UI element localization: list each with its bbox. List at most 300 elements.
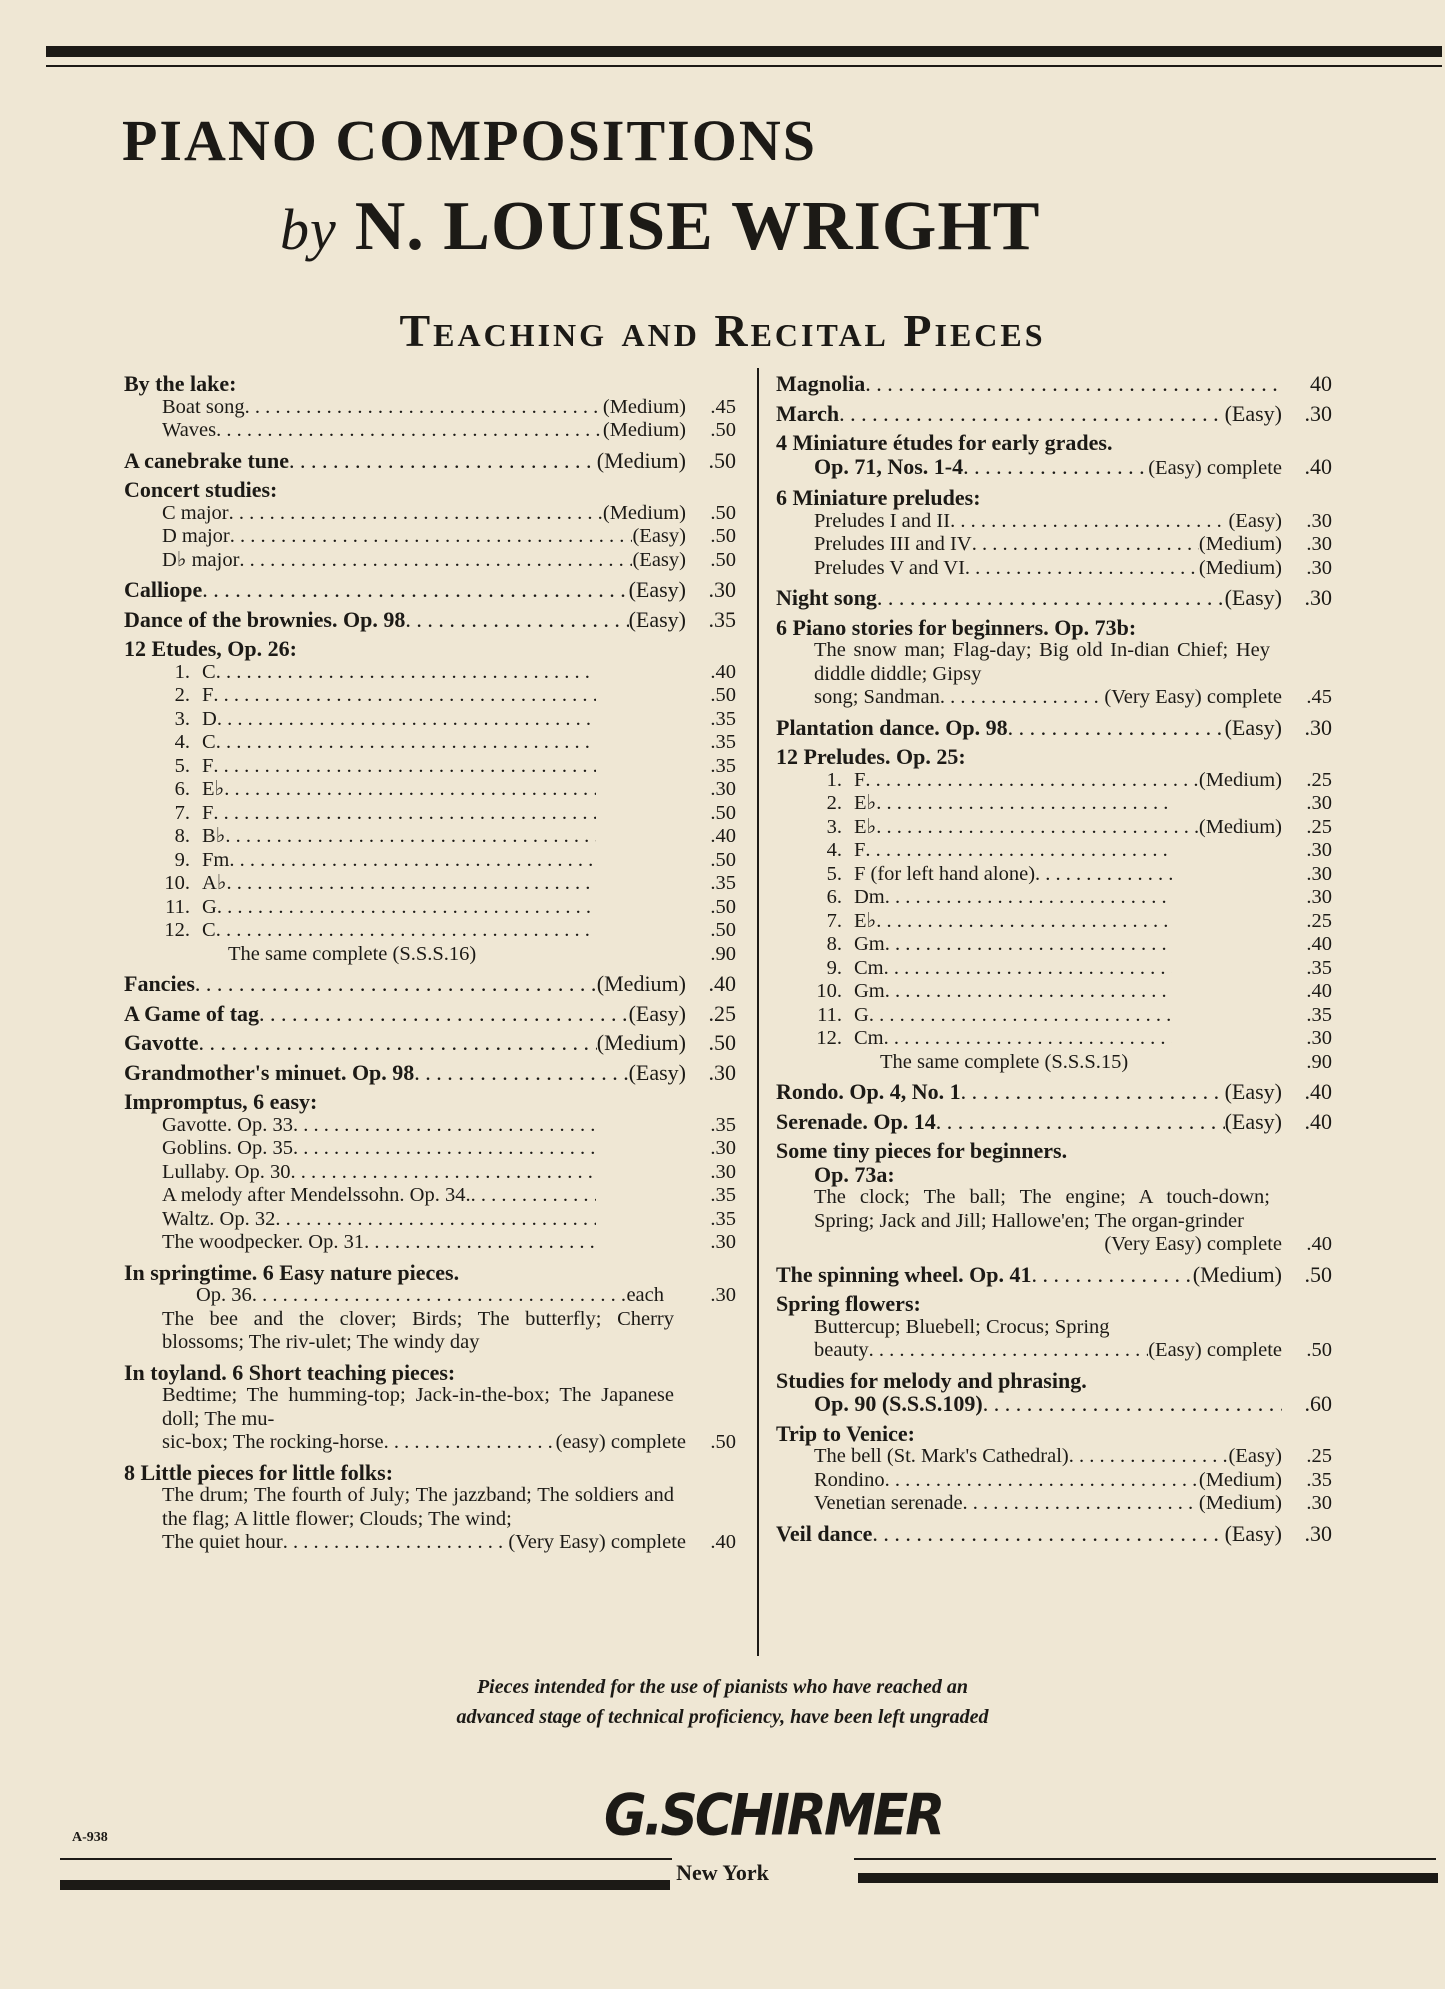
entry-title: A Game of tag: [124, 1000, 260, 1026]
entry-title: Gm: [854, 933, 885, 955]
entry-line: [776, 910, 1332, 934]
leader-dots: [239, 549, 632, 573]
entry-line: [124, 608, 736, 632]
difficulty-grade: (Very Easy) complete: [1104, 1233, 1282, 1255]
entry-line: [776, 933, 1332, 957]
difficulty-grade: (Easy): [628, 1000, 686, 1026]
catalog-entry: [124, 1261, 736, 1355]
entry-title: Gm: [854, 980, 885, 1002]
price: .50: [710, 501, 736, 524]
leader-dots: [224, 778, 596, 802]
entry-title: Goblins. Op. 35: [162, 1137, 293, 1159]
entry-title: D major: [162, 525, 230, 547]
catalog-entry: [776, 616, 1332, 710]
catalog-entry: [124, 478, 736, 572]
entry-title: 12 Preludes. Op. 25:: [776, 744, 966, 769]
leader-dots: [940, 686, 1105, 710]
item-number: 4.: [826, 839, 842, 861]
catalog-entry: [776, 716, 1332, 740]
leader-dots: [216, 731, 596, 755]
price: .45: [1306, 686, 1332, 708]
entry-title: F: [854, 839, 866, 861]
top-rule-thick: [46, 46, 1442, 57]
page-title: PIANO COMPOSITIONS: [122, 108, 818, 173]
entry-line: [124, 1161, 736, 1185]
entry-line: [124, 1002, 736, 1026]
entry-line: [776, 510, 1332, 534]
entry-title: Gavotte: [124, 1030, 199, 1055]
price: .45: [710, 395, 736, 418]
catalog-entry: [124, 637, 736, 966]
entry-line: [776, 616, 1332, 640]
entry-line: [124, 1184, 736, 1208]
entry-description: Buttercup; Bluebell; Crocus; Spring: [814, 1315, 1110, 1338]
item-number: 2.: [826, 792, 842, 814]
entry-line: [776, 1369, 1332, 1393]
grading-note-line-2: advanced stage of technical proficiency, have been left ungraded: [456, 1706, 989, 1728]
entry-line: [124, 396, 736, 420]
difficulty-grade: (Easy) complete: [1148, 456, 1282, 479]
price: .30: [1304, 400, 1332, 426]
leader-dots: [885, 933, 1172, 957]
item-number: 3.: [174, 707, 190, 730]
item-number: 8.: [174, 825, 190, 847]
entry-line: [776, 1163, 1332, 1187]
price: .50: [710, 801, 736, 824]
entry-line: [124, 1361, 736, 1385]
entry-title: 4 Miniature études for early grades.: [776, 430, 1113, 455]
entry-title: D♭ major: [162, 548, 240, 571]
entry-line: [124, 525, 736, 549]
difficulty-grade: (Easy): [1224, 1520, 1282, 1546]
leader-dots: [216, 419, 603, 443]
entry-title: Fancies: [124, 971, 195, 996]
entry-title: Grandmother's minuet. Op. 98: [124, 1059, 415, 1085]
entry-title: song; Sandman: [814, 686, 940, 708]
price: .35: [710, 707, 736, 730]
catalog-entry: [776, 1110, 1332, 1134]
entry-line: [124, 896, 736, 920]
leader-dots: [364, 1231, 596, 1255]
entry-title: 8 Little pieces for little folks:: [124, 1459, 394, 1485]
leader-dots: [1035, 863, 1172, 887]
difficulty-grade: (Medium): [1198, 815, 1282, 838]
entry-title: F (for left hand alone): [854, 862, 1036, 885]
price: .30: [1306, 886, 1332, 908]
catalog-entry: [776, 1263, 1332, 1287]
price: .30: [1306, 1492, 1332, 1514]
price: .90: [710, 942, 736, 965]
entry-title: By the lake:: [124, 371, 237, 396]
entry-title: A♭: [202, 872, 227, 894]
entry-title: E♭: [854, 909, 877, 932]
entry-title: Venetian serenade: [814, 1492, 963, 1514]
entry-line: [776, 769, 1332, 793]
composer-name: N. LOUISE WRIGHT: [354, 188, 1041, 265]
price: .25: [1306, 768, 1332, 791]
entry-line: [124, 731, 736, 755]
price: .35: [710, 1113, 736, 1136]
entry-title: Veil dance: [776, 1520, 873, 1546]
entry-title: beauty: [814, 1339, 869, 1361]
entry-line: [124, 449, 736, 473]
entry-line: [124, 1137, 736, 1161]
price: .40: [1306, 1233, 1332, 1255]
price: .90: [1306, 1050, 1332, 1073]
leader-dots: [1069, 1445, 1229, 1469]
leader-dots: [876, 816, 1199, 840]
by-label: by: [280, 197, 337, 262]
right-column: [776, 372, 1332, 1551]
price: .30: [710, 1284, 736, 1306]
entry-line: [776, 372, 1332, 396]
catalog-entry: [776, 745, 1332, 1074]
entry-title: A canebrake tune: [124, 447, 289, 473]
entry-line: [776, 745, 1332, 769]
difficulty-grade: (Easy): [628, 606, 686, 632]
price: .40: [1304, 453, 1332, 479]
entry-line: [776, 431, 1332, 455]
item-number: 10.: [816, 980, 842, 1002]
difficulty-grade: (Easy): [1224, 714, 1282, 740]
price: .35: [710, 731, 736, 753]
leader-dots: [877, 586, 1225, 610]
price: .30: [708, 1059, 736, 1085]
entry-title: Preludes III and IV: [814, 533, 972, 555]
entry-title: Boat song: [162, 395, 245, 418]
leader-dots: [1032, 1263, 1193, 1287]
catalog-entry: [776, 1522, 1332, 1546]
entry-line: [124, 419, 736, 443]
item-number: 8.: [826, 933, 842, 955]
entry-line: [776, 1004, 1332, 1028]
entry-line: [776, 1110, 1332, 1134]
entry-line: [124, 943, 736, 967]
price: .40: [710, 660, 736, 683]
price: .50: [710, 1431, 736, 1453]
entry-line: [124, 1061, 736, 1085]
price: .25: [1306, 1445, 1332, 1467]
leader-dots: [213, 755, 596, 779]
price: .40: [708, 971, 736, 996]
entry-title: Rondino: [814, 1468, 885, 1491]
price: .30: [710, 1231, 736, 1253]
entry-line: [124, 872, 736, 896]
entry-title: In toyland. 6 Short teaching pieces:: [124, 1359, 456, 1385]
entry-line: [776, 1445, 1332, 1469]
leader-dots: [885, 886, 1172, 910]
entry-line: [124, 972, 736, 996]
difficulty-grade: (Easy): [632, 548, 686, 571]
catalog-entry: [124, 972, 736, 996]
price: .40: [1304, 1108, 1332, 1134]
entry-line: [124, 578, 736, 602]
entry-line: [776, 686, 1332, 710]
entry-line: [776, 1339, 1332, 1363]
item-number: 2.: [174, 684, 190, 706]
leader-dots: [1008, 716, 1225, 740]
entry-line: [124, 1461, 736, 1485]
entry-line: [776, 1263, 1332, 1287]
entry-description: The drum; The fourth of July; The jazzband; The soldiers and the flag; A little flower; Clouds; The wind;: [162, 1484, 674, 1530]
leader-dots: [275, 1208, 596, 1232]
leader-dots: [216, 661, 596, 685]
entry-title: D: [202, 707, 217, 730]
entry-description: The clock; The ball; The engine; A touch-down; Spring; Jack and Jill; Hallowe'en; The organ-grinder: [814, 1186, 1270, 1232]
difficulty-grade: (easy) complete: [555, 1431, 686, 1453]
price: .30: [1306, 792, 1332, 814]
catalog-entry: [124, 449, 736, 473]
entry-title: E♭: [202, 778, 225, 800]
leader-dots: [869, 1339, 1149, 1363]
leader-dots: [972, 533, 1199, 557]
entry-title: March: [776, 400, 840, 426]
item-number: 9.: [826, 956, 842, 979]
entry-line: [124, 1114, 736, 1138]
item-number: 3.: [826, 815, 842, 838]
price: .30: [710, 1137, 736, 1159]
entry-title: G: [202, 895, 217, 918]
entry-line: [776, 1422, 1332, 1446]
price: .30: [1306, 556, 1332, 579]
catalog-entry: [124, 1031, 736, 1055]
column-divider: [757, 368, 759, 1656]
price: .50: [710, 548, 736, 571]
item-number: 5.: [826, 862, 842, 885]
price: .35: [710, 872, 736, 894]
entry-title: F: [202, 684, 214, 706]
price: .40: [1306, 980, 1332, 1002]
entry-description: The snow man; Flag-day; Big old In-dian Chief; Hey diddle diddle; Gipsy: [814, 639, 1270, 685]
entry-line: [124, 478, 736, 502]
difficulty-grade: (Very Easy) complete: [508, 1531, 686, 1553]
leader-dots: [414, 1061, 628, 1085]
price: .50: [710, 419, 736, 441]
leader-dots: [885, 980, 1172, 1004]
entry-line: [776, 716, 1332, 740]
catalog-entry: [124, 1090, 736, 1255]
difficulty-grade: (Easy): [1228, 509, 1282, 532]
catalog-entry: [776, 1139, 1332, 1257]
entry-title: Studies for melody and phrasing.: [776, 1367, 1087, 1393]
entry-title: C: [202, 660, 216, 683]
leader-dots: [225, 825, 596, 849]
catalog-entry: [124, 1002, 736, 1026]
leader-dots: [983, 1392, 1282, 1416]
item-number: 4.: [174, 731, 190, 753]
catalog-entry: [124, 1461, 736, 1555]
top-rule-thin: [46, 65, 1442, 67]
entry-line: [776, 486, 1332, 510]
entry-line: [124, 661, 736, 685]
entry-title: The quiet hour: [162, 1531, 283, 1553]
entry-title: A melody after Mendelssohn. Op. 34.: [162, 1184, 471, 1206]
leader-dots: [865, 839, 1172, 863]
item-number: 1.: [826, 768, 842, 791]
leader-dots: [839, 402, 1224, 426]
entry-title: Gavotte. Op. 33: [162, 1113, 293, 1136]
entry-title: Concert studies:: [124, 477, 278, 502]
entry-line: [776, 792, 1332, 816]
leader-dots: [259, 1002, 629, 1026]
entry-line: [124, 1261, 736, 1285]
catalog-entry: [776, 1080, 1332, 1104]
price: .30: [1304, 585, 1332, 610]
entry-title: Dm: [854, 886, 885, 908]
entry-line: [776, 1522, 1332, 1546]
leader-dots: [229, 849, 596, 873]
price: .30: [1306, 533, 1332, 555]
entry-title: Waves: [162, 419, 217, 441]
entry-title: Waltz. Op. 32: [162, 1207, 276, 1230]
leader-dots: [213, 802, 596, 826]
entry-title: Night song: [776, 585, 877, 610]
leader-dots: [293, 1114, 596, 1138]
entry-title: Op. 90 (S.S.S.109): [814, 1391, 983, 1416]
entry-line: [776, 402, 1332, 426]
price: .25: [1306, 909, 1332, 932]
entry-line: [124, 372, 736, 396]
price: .40: [710, 1531, 736, 1553]
difficulty-grade: (Medium): [596, 971, 686, 996]
item-number: 5.: [174, 754, 190, 777]
price: .30: [710, 1160, 736, 1183]
entry-title: Rondo. Op. 4, No. 1: [776, 1079, 961, 1104]
entry-line: [776, 1392, 1332, 1416]
entry-line: [776, 886, 1332, 910]
difficulty-grade: (Easy): [1224, 585, 1282, 610]
leader-dots: [195, 972, 597, 996]
entry-line: [124, 1031, 736, 1055]
entry-title: Magnolia: [776, 371, 866, 396]
entry-title: C: [202, 731, 216, 753]
price: .35: [1306, 1468, 1332, 1491]
entry-description: Bedtime; The humming-top; Jack-in-the-box; The Japanese doll; The mu-: [162, 1384, 674, 1430]
entry-line: [124, 1231, 736, 1255]
leader-dots: [252, 1284, 627, 1308]
item-number: 12.: [164, 919, 190, 941]
difficulty-grade: (Easy) complete: [1148, 1339, 1282, 1361]
entry-title: Op. 71, Nos. 1-4: [814, 453, 964, 479]
entry-title: 6 Miniature preludes:: [776, 485, 981, 510]
item-number: 11.: [165, 895, 190, 918]
entry-title: E♭: [854, 792, 877, 814]
entry-title: Cm: [854, 1027, 884, 1049]
entry-title: 6 Piano stories for beginners. Op. 73b:: [776, 614, 1137, 640]
leader-dots: [876, 910, 1172, 934]
entry-title: The woodpecker. Op. 31: [162, 1231, 365, 1253]
difficulty-grade: (Medium): [1198, 556, 1282, 579]
price: .50: [710, 895, 736, 918]
catalog-entry: [124, 1061, 736, 1085]
entry-line: [124, 1284, 736, 1308]
composer-line: [280, 188, 1041, 265]
price: .35: [710, 1184, 736, 1206]
left-column: [124, 372, 736, 1561]
entry-line: [124, 502, 736, 526]
leader-dots: [245, 396, 603, 420]
entry-line: [776, 586, 1332, 610]
catalog-entry: [776, 402, 1332, 426]
entry-line: [776, 863, 1332, 887]
price: .30: [1306, 1027, 1332, 1049]
entry-title: Calliope: [124, 577, 203, 602]
leader-dots: [884, 957, 1172, 981]
entry-title: B♭: [202, 825, 226, 847]
difficulty-grade: (Easy): [1224, 1079, 1282, 1104]
price: .35: [1306, 1003, 1332, 1026]
price: .35: [708, 606, 736, 632]
entry-title: In springtime. 6 Easy nature pieces.: [124, 1259, 460, 1285]
price: .35: [710, 754, 736, 777]
leader-dots: [961, 1080, 1225, 1104]
item-number: 12.: [816, 1027, 842, 1049]
leader-dots: [884, 1027, 1172, 1051]
leader-dots: [963, 1492, 1199, 1516]
difficulty-grade: (Medium): [1198, 768, 1282, 791]
difficulty-grade: (Easy): [1228, 1445, 1282, 1467]
difficulty-grade: (Easy): [628, 1059, 686, 1085]
difficulty-grade: (Medium): [1192, 1261, 1282, 1287]
difficulty-grade: (Medium): [1198, 1492, 1282, 1514]
grading-note: [0, 1672, 1445, 1732]
leader-dots: [217, 708, 596, 732]
entry-title: F: [202, 754, 214, 777]
grading-note-line-1: Pieces intended for the use of pianists who have reached an: [476, 1676, 969, 1698]
difficulty-grade: each: [626, 1284, 664, 1306]
item-number: 10.: [164, 872, 190, 894]
price: .30: [1306, 839, 1332, 861]
entry-line: [124, 1090, 736, 1114]
leader-dots: [471, 1184, 596, 1208]
entry-title: The spinning wheel. Op. 41: [776, 1261, 1032, 1287]
price: .25: [708, 1000, 736, 1026]
entry-title: Preludes I and II: [814, 509, 951, 532]
catalog-entry: [776, 1292, 1332, 1363]
entry-line: [124, 802, 736, 826]
difficulty-grade: (Very Easy) complete: [1104, 686, 1282, 708]
leader-dots: [216, 919, 596, 943]
entry-line: [124, 778, 736, 802]
price: .35: [710, 1207, 736, 1230]
publisher-logo: G.SCHIRMER: [604, 1783, 943, 1849]
entry-line: [124, 549, 736, 573]
catalog-entry: [776, 486, 1332, 580]
price: .50: [710, 848, 736, 871]
leader-dots: [876, 792, 1172, 816]
item-number: 1.: [174, 660, 190, 683]
price: .40: [1306, 933, 1332, 955]
price: .30: [1304, 714, 1332, 740]
entry-line: [776, 1492, 1332, 1516]
leader-dots: [199, 1031, 597, 1055]
catalog-number: A-938: [72, 1830, 108, 1845]
entry-line: [124, 825, 736, 849]
item-number: 6.: [174, 778, 190, 800]
leader-dots: [885, 1469, 1199, 1493]
price: .30: [708, 577, 736, 602]
entry-line: [776, 1027, 1332, 1051]
price: .50: [708, 1030, 736, 1055]
entry-title: The same complete (S.S.S.16): [228, 942, 477, 965]
entry-title: C major: [162, 501, 229, 524]
price: .50: [708, 447, 736, 473]
entry-line: [776, 1233, 1332, 1257]
price: .30: [1304, 1520, 1332, 1546]
entry-title: Cm: [854, 956, 884, 979]
difficulty-grade: (Easy): [1224, 400, 1282, 426]
entry-title: Fm: [202, 848, 230, 871]
